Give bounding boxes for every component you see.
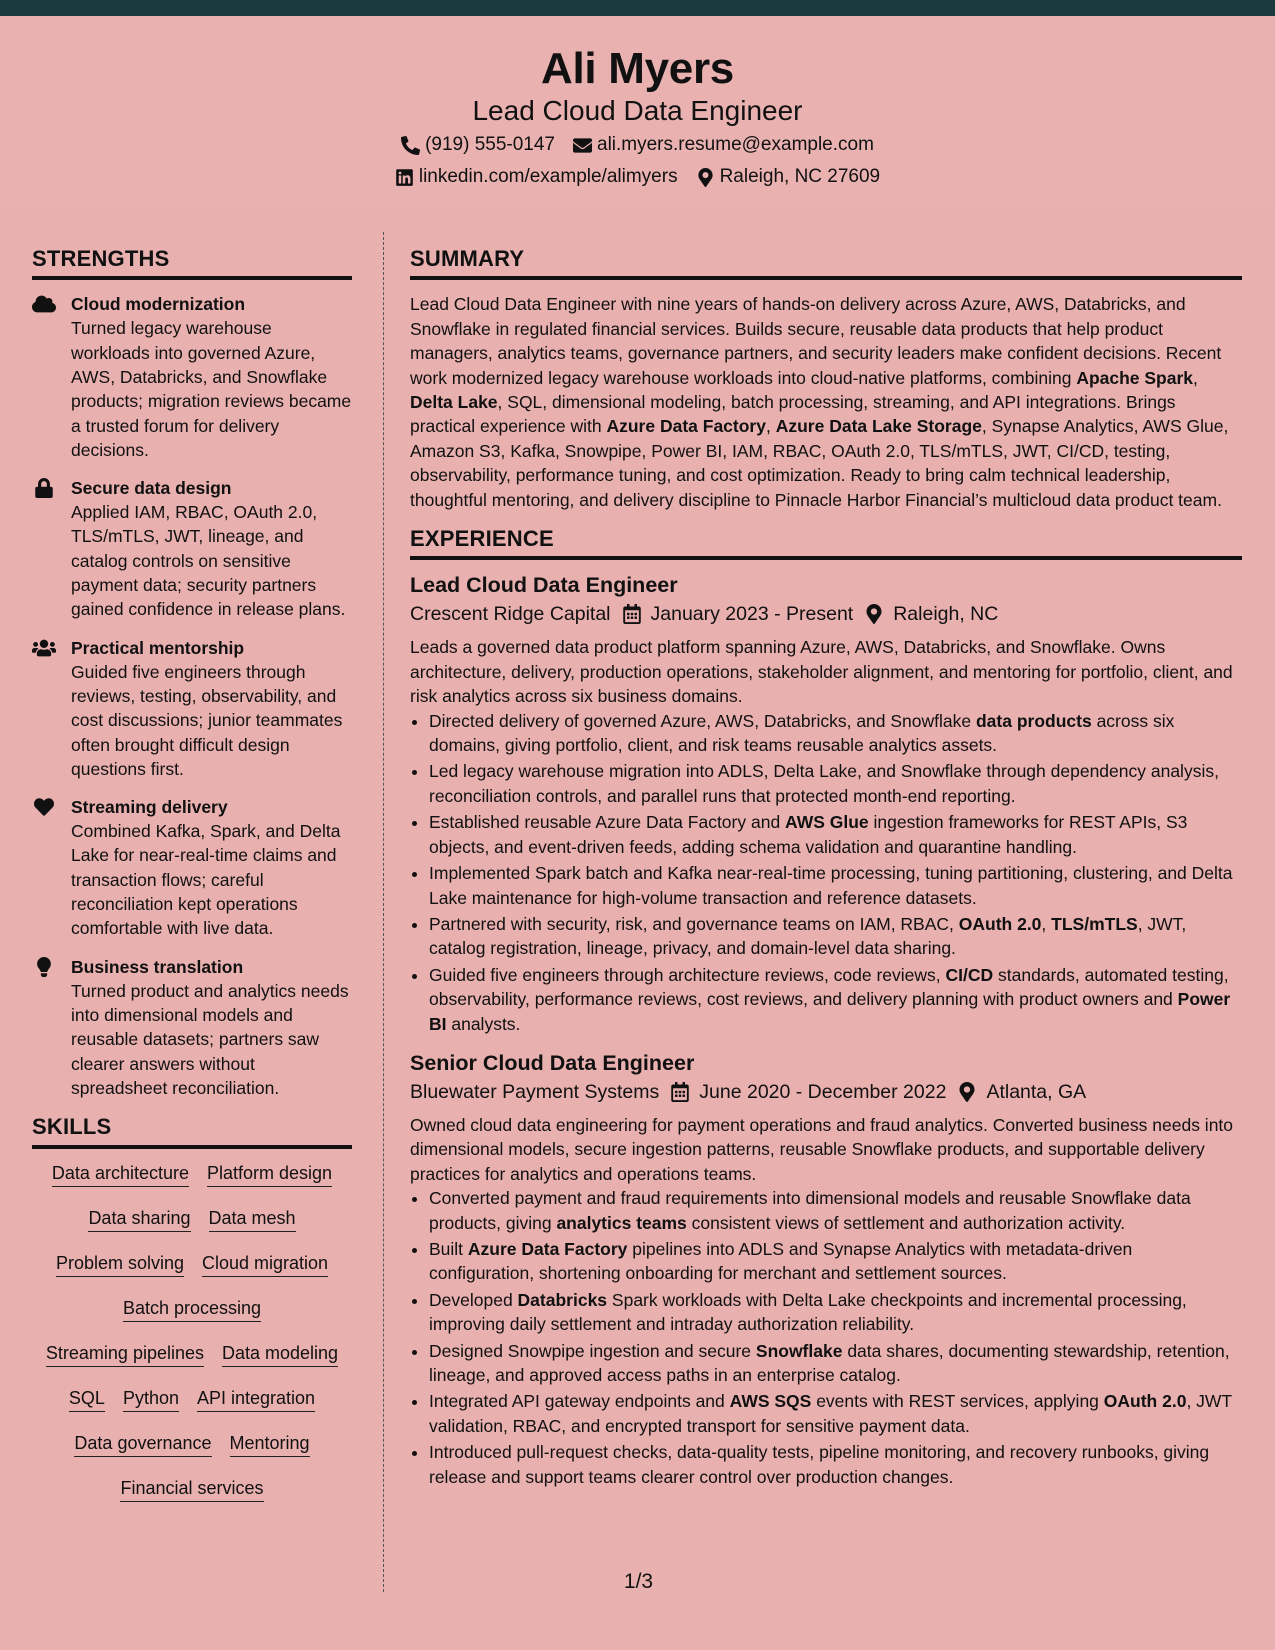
job-bullet: • Directed delivery of governed Azure, AWS, Databricks, and Snowflake data products across six domains, giving portfolio, client, and risk teams reusable analytics assets. <box>429 709 1242 758</box>
job-location <box>865 599 998 629</box>
job-bullets <box>429 709 1242 1036</box>
strengths-list <box>32 292 352 1100</box>
strength-item <box>32 955 352 1100</box>
skill-tag: Data sharing <box>88 1206 190 1232</box>
skill-tag: Python <box>123 1386 179 1412</box>
resume-header <box>0 16 1275 204</box>
top-bar <box>0 0 1275 16</box>
phone-icon <box>401 136 420 155</box>
skill-row <box>32 1476 352 1521</box>
job-bullet: • Integrated API gateway endpoints and AWS SQS events with REST services, applying OAuth 2.0, JWT validation, RBAC, and encrypted transport for sensitive payment data. <box>429 1389 1242 1438</box>
skill-row <box>32 1431 352 1476</box>
job-dates <box>623 599 854 629</box>
job-bullets <box>429 1186 1242 1489</box>
strength-item <box>32 476 352 621</box>
job-location-text: Raleigh, NC <box>893 603 999 626</box>
lock-icon <box>32 478 56 498</box>
linkedin-icon <box>395 168 414 187</box>
strength-desc: Applied IAM, RBAC, OAuth 2.0, TLS/mTLS, JWT, lineage, and catalog controls on sensitive payment data; security partners gained confidence in release plans. <box>71 502 346 620</box>
skill-tag: Data architecture <box>52 1161 189 1187</box>
skills-list <box>32 1161 352 1521</box>
job-dates <box>671 1077 946 1107</box>
summary-text: Lead Cloud Data Engineer with nine years of hands-on delivery across Azure, AWS, Databricks, and Snowflake in regulated financial services. Builds secure, reusable data products that help product managers, analytics teams, governance partners, and security leaders make confident decisions. Recent work modernized legacy warehouse workloads into cloud-native platforms, combining Apache Spark, Delta Lake, SQL, dimensional modeling, batch processing, streaming, and API integrations. Brings practical experience with Azure Data Factory, Azure Data Lake Storage, Synapse Analytics, AWS Glue, Amazon S3, Kafka, Snowpipe, Power BI, IAM, RBAC, OAuth 2.0, TLS/mTLS, JWT, CI/CD, testing, observability, performance tuning, and cost optimization. Ready to bring calm technical leadership, thoughtful mentoring, and delivery discipline to Pinnacle Harbor Financial’s multicloud data product team. <box>410 294 1229 510</box>
job-bullet: • Led legacy warehouse migration into ADLS, Delta Lake, and Snowflake through dependency analysis, reconciliation controls, and parallel runs that protected month-end reporting. <box>429 759 1242 808</box>
page-number <box>0 1570 1275 1594</box>
experience-title: EXPERIENCE <box>410 526 1242 560</box>
job-bullet: • Guided five engineers through architecture reviews, code reviews, CI/CD standards, automated testing, observability, performance reviews, cost reviews, and delivery planning with product owners and Power BI analysts. <box>429 963 1242 1036</box>
left-column <box>32 246 352 1521</box>
jobs-list <box>410 571 1242 1489</box>
strengths-title: STRENGTHS <box>32 246 352 280</box>
job-description: Owned cloud data engineering for payment operations and fraud analytics. Converted business needs into dimensional models, secure ingestion patterns, reusable Snowflake products, and supportable delivery practices for analytics and operations teams. <box>410 1114 1234 1184</box>
skill-tag: Batch processing <box>123 1296 261 1322</box>
strength-desc: Turned product and analytics needs into dimensional models and reusable datasets; partners saw clearer answers without spreadsheet reconciliation. <box>71 980 349 1098</box>
map-pin-icon <box>696 168 715 187</box>
strength-title: Cloud modernization <box>71 294 246 315</box>
job-bullet: • Partnered with security, risk, and governance teams on IAM, RBAC, OAuth 2.0, TLS/mTLS, JWT, catalog registration, lineage, privacy, and domain-level data sharing. <box>429 912 1242 961</box>
skill-row <box>32 1386 352 1431</box>
strength-desc: Guided five engineers through reviews, testing, observability, and cost discussions; junior teammates often brought difficult design questions first. <box>71 661 343 779</box>
strength-item <box>32 636 352 781</box>
phone-contact[interactable] <box>401 134 555 157</box>
job-bullet: • Established reusable Azure Data Factory and AWS Glue ingestion frameworks for REST APIs, S3 objects, and event-driven feeds, adding schema validation and quarantine handling. <box>429 810 1242 859</box>
job-location <box>958 1077 1086 1107</box>
job-entry <box>410 571 1242 1036</box>
right-column <box>410 246 1242 1503</box>
page-number-text: 1/3 <box>623 1570 654 1593</box>
job-bullet: • Developed Databricks Spark workloads with Delta Lake checkpoints and incremental processing, improving daily settlement and intraday authorization reliability. <box>429 1288 1242 1337</box>
envelope-icon <box>573 136 592 155</box>
strength-title: Streaming delivery <box>71 797 228 818</box>
skill-tag: Mentoring <box>230 1431 310 1457</box>
email-text: ali.myers.resume@example.com <box>597 134 874 155</box>
column-divider <box>383 232 384 1592</box>
skill-tag: Data modeling <box>222 1341 338 1367</box>
job-dates-text: June 2020 - December 2022 <box>699 1080 947 1103</box>
location-text: Raleigh, NC 27609 <box>719 166 881 187</box>
strength-desc: Combined Kafka, Spark, and Delta Lake for near-real-time claims and transaction flows; careful reconciliation kept operations comfortable with live data. <box>71 821 341 939</box>
map-pin-icon <box>865 604 883 624</box>
contact-line-2 <box>0 166 1275 189</box>
linkedin-contact[interactable] <box>395 166 678 189</box>
job-bullet: • Implemented Spark batch and Kafka near-real-time processing, tuning partitioning, clustering, and Delta Lake maintenance for high-volume transaction and reference datasets. <box>429 861 1242 910</box>
skill-row <box>32 1341 352 1386</box>
skill-tag: Platform design <box>207 1161 332 1187</box>
skill-row <box>32 1161 352 1206</box>
candidate-role: Lead Cloud Data Engineer <box>472 95 803 126</box>
summary-title: SUMMARY <box>410 246 1242 280</box>
strength-title: Secure data design <box>71 478 232 499</box>
job-title: Lead Cloud Data Engineer <box>410 573 678 598</box>
calendar-icon <box>671 1082 689 1102</box>
linkedin-text: linkedin.com/example/alimyers <box>418 166 678 187</box>
strength-desc: Turned legacy warehouse workloads into governed Azure, AWS, Databricks, and Snowflake products; migration reviews became a trusted forum for delivery decisions. <box>71 318 352 460</box>
job-bullet: • Converted payment and fraud requirements into dimensional models and reusable Snowflake data products, giving analytics teams consistent views of settlement and authorization activity. <box>429 1186 1242 1235</box>
skill-tag: SQL <box>69 1386 105 1412</box>
cloud-icon <box>32 294 56 314</box>
contact-line-1 <box>0 134 1275 157</box>
skill-tag: API integration <box>197 1386 315 1412</box>
strength-title: Practical mentorship <box>71 637 245 658</box>
calendar-icon <box>623 604 641 624</box>
skill-tag: Problem solving <box>56 1251 184 1277</box>
map-pin-icon <box>958 1082 976 1102</box>
skill-tag: Cloud migration <box>202 1251 328 1277</box>
email-contact[interactable] <box>573 134 874 157</box>
users-icon <box>32 638 56 658</box>
heart-icon <box>32 797 56 817</box>
job-bullet: • Introduced pull-request checks, data-quality tests, pipeline monitoring, and recovery runbooks, giving release and support teams clearer control over production changes. <box>429 1440 1242 1489</box>
strength-item <box>32 292 352 462</box>
skill-row <box>32 1206 352 1251</box>
job-location-text: Atlanta, GA <box>986 1080 1087 1103</box>
job-title: Senior Cloud Data Engineer <box>410 1050 695 1075</box>
job-description: Leads a governed data product platform spanning Azure, AWS, Databricks, and Snowflake. Owns architecture, delivery, production operations, stakeholder alignment, and mentoring for portfolio, client, and risk analytics across six business domains. <box>410 637 1233 707</box>
skill-tag: Data mesh <box>209 1206 296 1232</box>
skill-row <box>32 1251 352 1296</box>
job-meta <box>410 1077 1242 1107</box>
job-bullet: • Built Azure Data Factory pipelines into ADLS and Synapse Analytics with metadata-driven configuration, shortening onboarding for merchant and settlement sources. <box>429 1237 1242 1286</box>
job-company: Bluewater Payment Systems <box>410 1080 660 1103</box>
job-bullet: • Designed Snowpipe ingestion and secure Snowflake data shares, documenting stewardship, retention, lineage, and approved access paths in an enterprise catalog. <box>429 1339 1242 1388</box>
lightbulb-icon <box>32 957 56 977</box>
job-entry <box>410 1049 1242 1489</box>
skill-tag: Financial services <box>120 1476 263 1502</box>
skill-tag: Streaming pipelines <box>46 1341 204 1367</box>
job-dates-text: January 2023 - Present <box>650 603 854 626</box>
job-meta <box>410 599 1242 629</box>
skills-title: SKILLS <box>32 1114 352 1148</box>
strength-item <box>32 795 352 940</box>
strength-title: Business translation <box>71 956 244 977</box>
job-company: Crescent Ridge Capital <box>410 603 611 626</box>
location-contact <box>696 166 881 189</box>
phone-text: (919) 555-0147 <box>425 134 555 155</box>
candidate-name: Ali Myers <box>541 44 734 93</box>
skill-row <box>32 1296 352 1341</box>
skill-tag: Data governance <box>74 1431 211 1457</box>
